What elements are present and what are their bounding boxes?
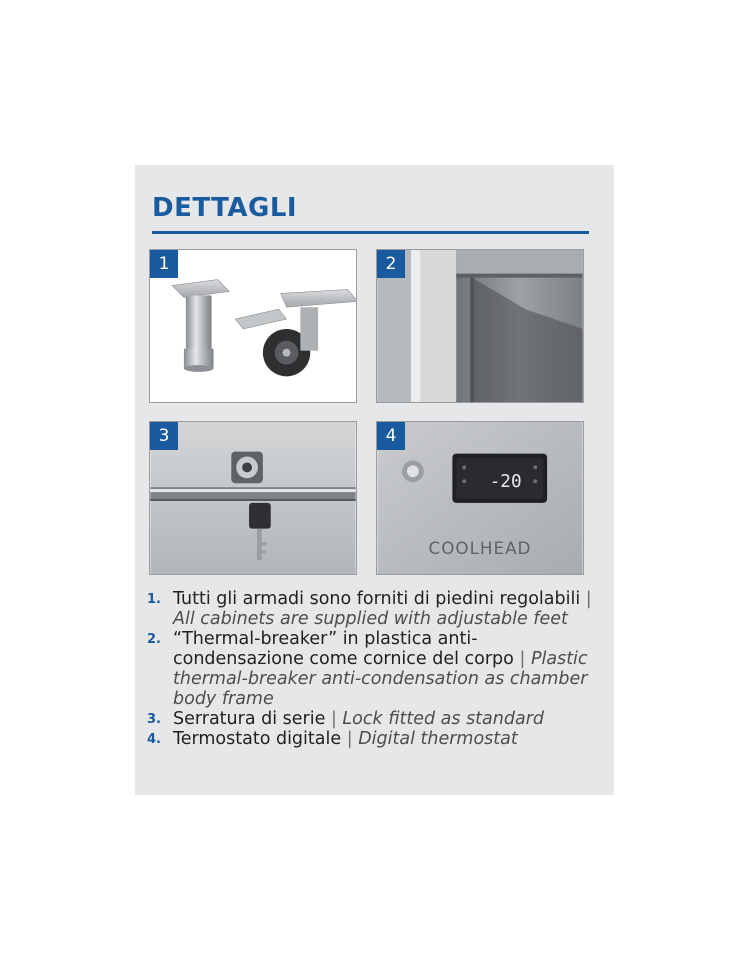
photo-feet: [149, 249, 357, 403]
photo-number-badge: 2: [377, 250, 405, 278]
photo-number-badge: 1: [150, 250, 178, 278]
photo-thermostat: [376, 421, 584, 575]
title-divider: [152, 231, 589, 234]
details-panel: [135, 165, 614, 795]
brand-logo: COOLHEAD: [428, 538, 532, 559]
thermostat-illustration: [377, 422, 583, 574]
photo-lock: [149, 421, 357, 575]
section-title: DETTAGLI: [152, 193, 298, 223]
photo-number-badge: 3: [150, 422, 178, 450]
feet-illustration: [150, 250, 356, 402]
list-item: 1. Tutti gli armadi sono forniti di piedini regolabili | All cabinets are supplied with adjustable feet: [147, 589, 592, 629]
photo-thermal-breaker: [376, 249, 584, 403]
photo-number-badge: 4: [377, 422, 405, 450]
list-item: 2. “Thermal-breaker” in plastica anti-condensazione come cornice del corpo | Plastic thermal-breaker anti-condensation as chamber body frame: [147, 629, 588, 709]
thermal-breaker-illustration: [377, 250, 583, 402]
thermostat-display: -20: [489, 472, 522, 493]
lock-illustration: [150, 422, 356, 574]
list-item: 3. Serratura di serie | Lock fitted as standard: [147, 709, 544, 729]
list-item: 4. Termostato digitale | Digital thermostat: [147, 729, 518, 749]
details-list: [147, 589, 607, 749]
